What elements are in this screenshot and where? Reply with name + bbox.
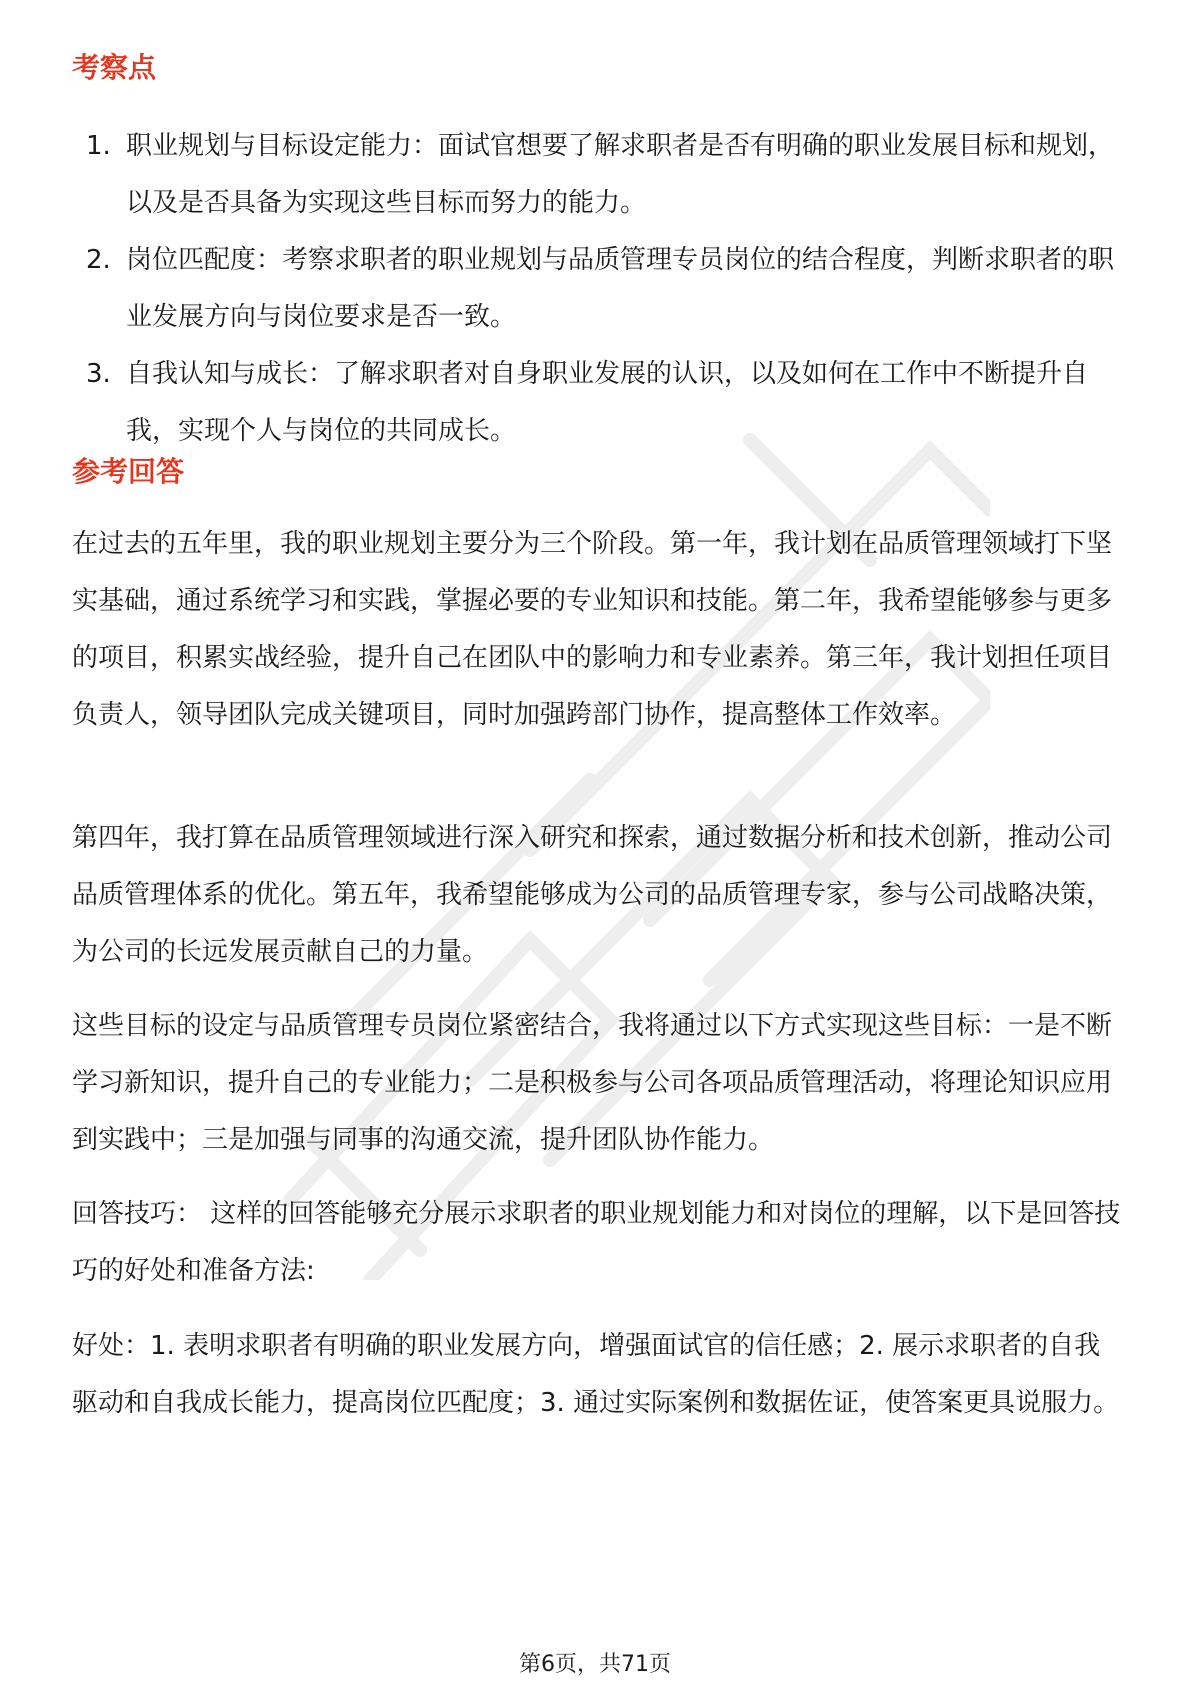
list-item-text: 职业规划与目标设定能力：面试官想要了解求职者是否有明确的职业发展目标和规划，以及是否具备为实现这些目标而努力的能力。 (126, 131, 1115, 218)
answer-paragraph: 这些目标的设定与品质管理专员岗位紧密结合，我将通过以下方式实现这些目标：一是不断学习新知识，提升自己的专业能力；二是积极参与公司各项品质管理活动，将理论知识应用到实践中；三是加强与同事的沟通交流，提升团队协作能力。 (72, 1011, 1113, 1155)
points-list (72, 118, 1122, 460)
section-title-points: 考察点 (72, 51, 157, 84)
tips-paragraph: 回答技巧： 这样的回答能够充分展示求职者的职业规划能力和对岗位的理解，以下是回答技巧的好处和准备方法: (72, 1199, 1121, 1286)
answer-paragraph: 在过去的五年里，我的职业规划主要分为三个阶段。第一年，我计划在品质管理领域打下坚实基础，通过系统学习和实践，掌握必要的专业知识和技能。第二年，我希望能够参与更多的项目，积累实战经验，提升自己在团队中的影响力和专业素养。第三年，我计划担任项目负责人，领导团队完成关键项目，同时加强跨部门协作，提高整体工作效率。 (72, 529, 1113, 730)
list-item (72, 346, 1122, 460)
list-item (72, 118, 1122, 232)
list-item-text: 自我认知与成长：了解求职者对自身职业发展的认识，以及如何在工作中不断提升自我，实现个人与岗位的共同成长。 (126, 359, 1089, 446)
answer-paragraph: 第四年，我打算在品质管理领域进行深入研究和探索，通过数据分析和技术创新，推动公司品质管理体系的优化。第五年，我希望能够成为公司的品质管理专家，参与公司战略决策，为公司的长远发展贡献自己的力量。 (72, 823, 1113, 967)
list-item (72, 232, 1122, 346)
section-title-answer: 参考回答 (72, 455, 185, 488)
page-footer: 第6页，共71页 (519, 1652, 671, 1677)
list-item-text: 岗位匹配度：考察求职者的职业规划与品质管理专员岗位的结合程度，判断求职者的职业发展方向与岗位要求是否一致。 (126, 245, 1115, 332)
list-number: 1. (86, 131, 111, 161)
list-number: 3. (86, 359, 111, 389)
list-number: 2. (86, 245, 111, 275)
benefits-paragraph: 好处：1. 表明求职者有明确的职业发展方向，增强面试官的信任感；2. 展示求职者的自我驱动和自我成长能力，提高岗位匹配度；3. 通过实际案例和数据佐证，使答案更具说服力。 (72, 1331, 1120, 1418)
